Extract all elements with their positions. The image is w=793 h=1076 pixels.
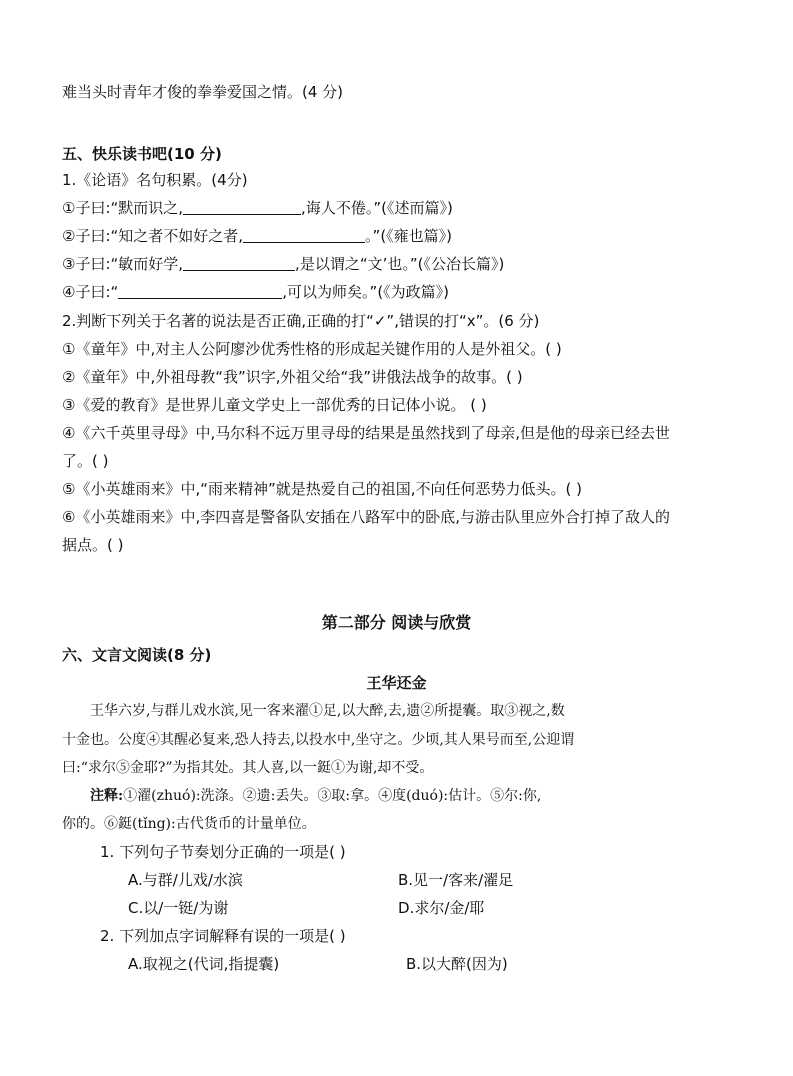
q2-item-6-cont: 据点。( ) (62, 536, 124, 554)
s6-q2-option-a: A.取视之(代词,指提囊) (128, 955, 280, 973)
answer-blank[interactable] (183, 200, 301, 215)
q2-item-2: ②《童年》中,外祖母教“我”识字,外祖父给“我”讲俄法战争的故事。( ) (62, 368, 523, 386)
s6-q1-option-c: C.以/一铤/为谢 (128, 899, 229, 917)
notes-label: 注释: (90, 788, 124, 804)
q1-item-4-suffix: ,可以为师矣。”(《为政篇》) (282, 283, 450, 301)
part-2-heading: 第二部分 阅读与欣赏 (321, 613, 472, 632)
s6-q1-option-d: D.求尔/金/耶 (398, 899, 485, 917)
q2-item-3: ③《爱的教育》是世界儿童文学史上一部优秀的日记体小说。 ( ) (62, 396, 487, 414)
q1-item-2-prefix: ②子曰:“知之者不如好之者, (62, 227, 244, 245)
continuation-text: 难当头时青年才俊的拳拳爱国之情。(4 分) (62, 83, 344, 101)
q2-item-4: ④《六千英里寻母》中,马尔科不远万里寻母的结果是虽然找到了母亲,但是他的母亲已经去世 (62, 424, 670, 442)
q2-item-1: ①《童年》中,对主人公阿廖沙优秀性格的形成起关键作用的人是外祖父。( ) (62, 340, 562, 358)
notes-line-1 (90, 786, 541, 806)
q2-item-6: ⑥《小英雄雨来》中,李四喜是警备队安插在八路军中的卧底,与游击队里应外合打掉了敌人的 (62, 508, 670, 526)
q2-item-4-cont: 了。( ) (62, 452, 109, 470)
passage-line-3: 曰:“求尔⑤金耶?”为指其处。其人喜,以一鋌①为谢,却不受。 (62, 760, 434, 776)
q1-item-4 (62, 282, 449, 302)
answer-blank[interactable] (183, 256, 295, 271)
section-6-heading: 六、文言文阅读(8 分) (62, 646, 212, 664)
q1-item-3 (62, 254, 504, 274)
q1-item-3-suffix: ,是以谓之“文’也。”(《公冶长篇》) (295, 255, 505, 273)
passage-line-1: 王华六岁,与群儿戏水滨,见一客来濯①足,以大醉,去,遗②所提囊。取③视之,数 (90, 703, 565, 719)
q1-item-3-prefix: ③子曰:“敏而好学, (62, 255, 184, 273)
q1-item-1 (62, 198, 453, 218)
q1-item-2 (62, 226, 452, 246)
q2-item-5: ⑤《小英雄雨来》中,“雨来精神”就是热爱自己的祖国,不向任何恶势力低头。( ) (62, 480, 583, 498)
q1-item-4-prefix: ④子曰:“ (62, 283, 119, 301)
q2-title: 2.判断下列关于名著的说法是否正确,正确的打“✓”,错误的打“x”。(6 分) (62, 312, 540, 330)
passage-title: 王华还金 (366, 674, 427, 692)
q1-item-1-suffix: ,诲人不倦。”(《述而篇》) (301, 199, 453, 217)
q1-title: 1.《论语》名句积累。(4分) (62, 171, 248, 189)
s6-q2-stem: 2. 下列加点字词解释有误的一项是( ) (100, 927, 346, 945)
s6-q1-option-a: A.与群/儿戏/水滨 (128, 871, 243, 889)
s6-q1-option-b: B.见一/客来/濯足 (398, 871, 514, 889)
q1-item-2-suffix: 。”(《雍也篇》) (365, 227, 453, 245)
section-5-heading: 五、快乐读书吧(10 分) (62, 145, 222, 163)
s6-q1-stem: 1. 下列句子节奏划分正确的一项是( ) (100, 843, 346, 861)
s6-q2-option-b: B.以大醉(因为) (406, 955, 508, 973)
answer-blank[interactable] (118, 284, 282, 299)
passage-line-2: 十金也。公度④其醒必复来,恐人持去,以投水中,坐守之。少顷,其人果号而至,公迎谓 (62, 732, 575, 748)
answer-blank[interactable] (243, 228, 365, 243)
q1-item-1-prefix: ①子曰:“默而识之, (62, 199, 184, 217)
notes-line-2: 你的。⑥鋌(tǐng):古代货币的计量单位。 (62, 816, 316, 832)
notes-text-1: ①濯(zhuó):洗涤。②遗:丢失。③取:拿。④度(duó):估计。⑤尔:你, (123, 788, 542, 804)
